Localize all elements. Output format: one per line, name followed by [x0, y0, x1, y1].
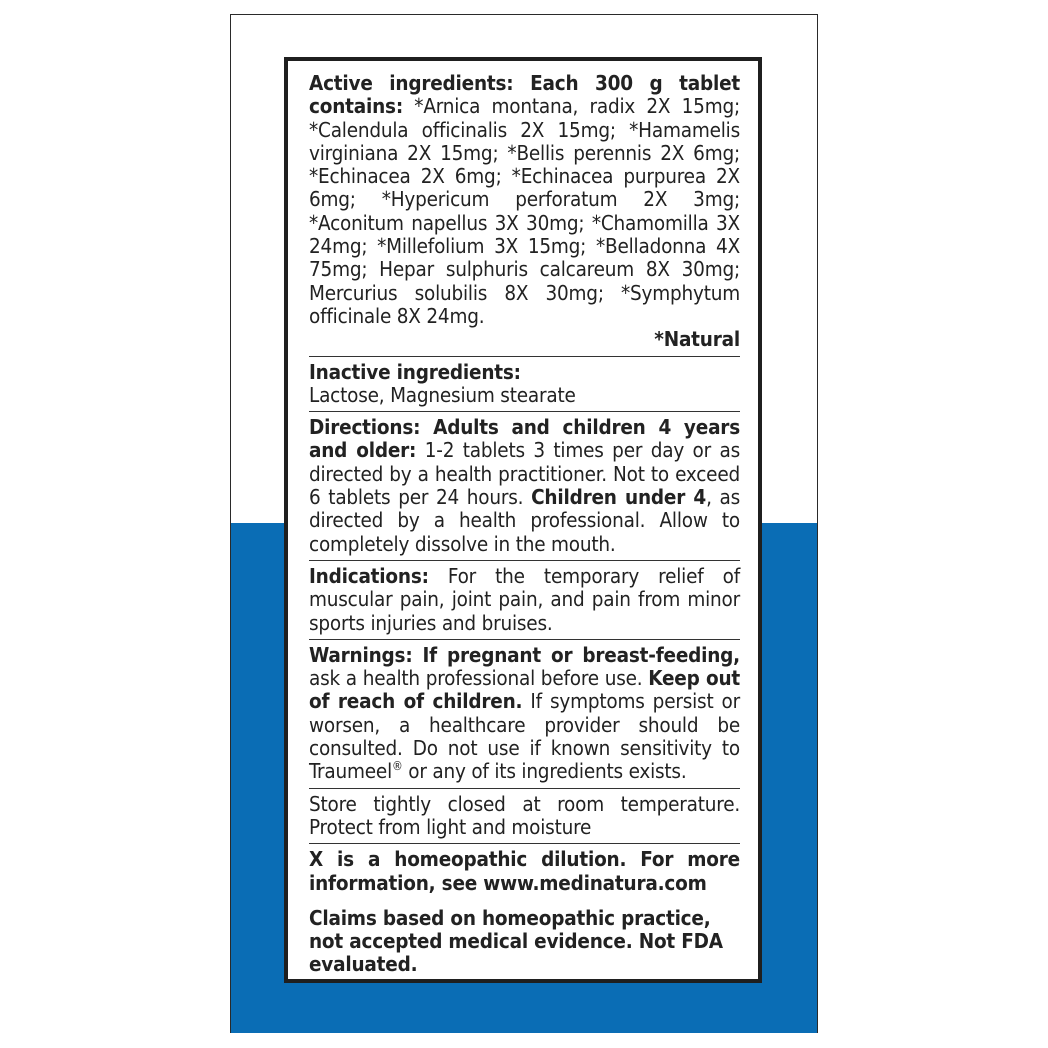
- warnings-text-3: or any of its ingredients exists.: [402, 759, 687, 784]
- registered-mark: ®: [392, 759, 403, 774]
- indications-heading: Indications:: [309, 563, 429, 588]
- inactive-ingredients-section: [309, 361, 740, 413]
- warnings-keep-out-of-reach: Keep out of reach of children.: [309, 666, 741, 714]
- claims-text: Claims based on homeopathic practice, not accepted medical evidence. Not FDA evaluated.: [309, 905, 723, 977]
- active-ingredients-heading: Active ingredients: Each 300 g tablet contains:: [309, 71, 740, 119]
- indications-text: For the temporary relief of muscular pain, joint pain, and pain from minor sports injuries and bruises.: [309, 563, 740, 635]
- directions-text: 1-2 tablets 3 times per day or as directed by a health practitioner. Not to exceed 6 tablets per 24 hours.: [309, 438, 741, 510]
- dilution-text: X is a homeopathic dilution. For more information, see www.medinatura.com: [309, 847, 740, 895]
- directions-children-under-4: Children under 4: [531, 485, 707, 510]
- warnings-heading: Warnings: If pregnant or breast-feeding,: [309, 642, 740, 667]
- claims-section: [309, 907, 740, 981]
- dilution-section: [309, 848, 740, 899]
- storage-section: [309, 793, 740, 845]
- directions-heading: Directions: Adults and children 4 years and older:: [309, 415, 740, 463]
- drug-facts-label: [284, 57, 762, 983]
- inactive-ingredients-heading: Inactive ingredients:: [309, 359, 521, 384]
- directions-text-2: , as directed by a health professional. Allow to completely dissolve in the mouth.: [309, 485, 740, 556]
- natural-note: *Natural: [654, 327, 740, 352]
- warnings-text: ask a health professional before use.: [309, 666, 649, 691]
- active-ingredients-section: [309, 72, 740, 357]
- inactive-ingredients-text: Lactose, Magnesium stearate: [309, 382, 576, 407]
- warnings-section: [309, 644, 740, 789]
- indications-section: [309, 565, 740, 640]
- active-ingredients-text: *Arnica montana, radix 2X 15mg; *Calendula officinalis 2X 15mg; *Hamamelis virginiana 2X 15mg; *Bellis perennis 2X 6mg; *Echinacea 2X 6mg; *Echinacea purpurea 2X 6mg; *Hypericum perforatum 2X 3mg; *Aconitum napellus 3X 30mg; *Chamomilla 3X 24mg; *Millefolium 3X 15mg; *Belladonna 4X 75mg; Hepar sulphuris calcareum 8X 30mg; Mercurius solubilis 8X 30mg; *Symphytum officinale 8X 24mg.: [309, 94, 740, 328]
- warnings-text-2: If symptoms persist or worsen, a healthcare provider should be consulted. Do not use if known sensitivity to Traumeel: [309, 689, 740, 784]
- directions-section: [309, 416, 740, 561]
- storage-text: Store tightly closed at room temperature. Protect from light and moisture: [309, 791, 740, 839]
